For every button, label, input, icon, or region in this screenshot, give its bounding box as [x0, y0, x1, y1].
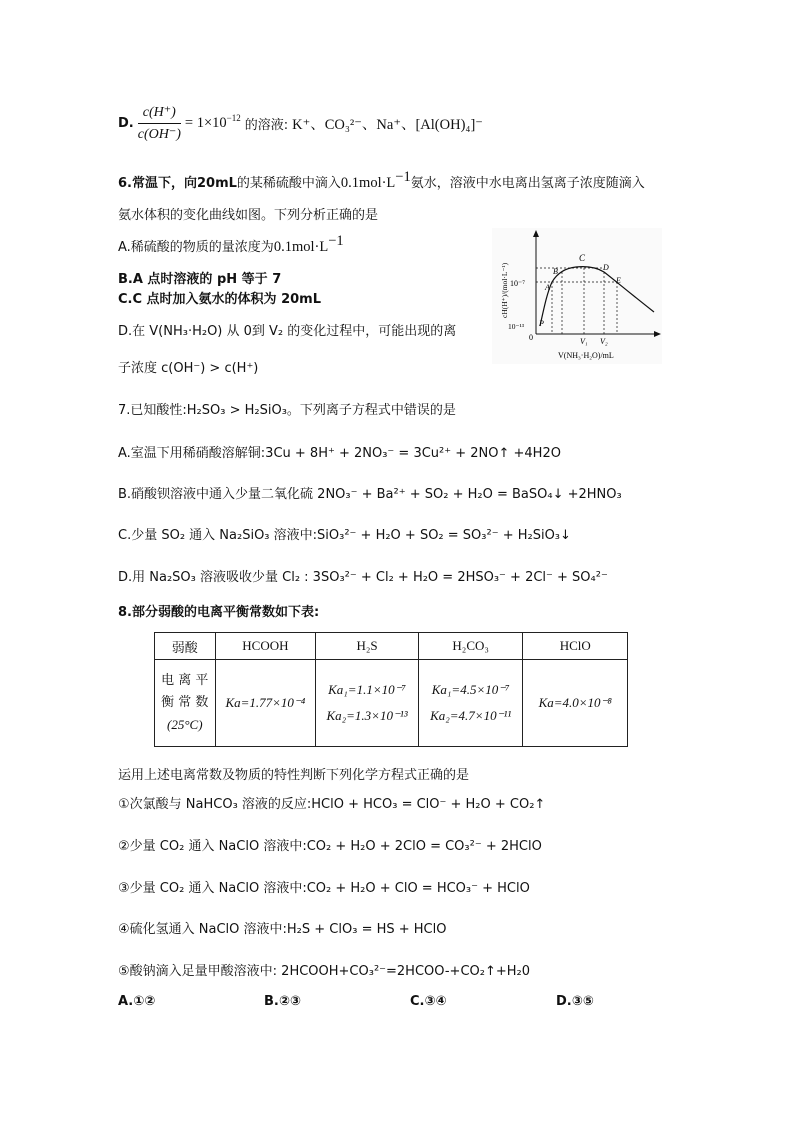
q6-stem-line1: 6.常温下，向20mL的某稀硫酸中滴入$0.1mol\cdot L^{-1}$氨水，溶液中水电离出氢离子浓度随滴入: [118, 169, 645, 191]
point-p: P: [539, 319, 544, 328]
q7-option-c: C.少量 SO₂ 通入 Na₂SiO₃ 溶液中:SiO₃²⁻ + H₂O + SO₂ = SO₃²⁻ + H₂SiO₃↓: [118, 528, 571, 543]
q6-option-d-line2: 子浓度 c(OH⁻) > c(H⁺): [118, 361, 259, 376]
tick-1e13: 10⁻¹³: [508, 322, 524, 331]
row-head-2: 衡 常 数: [161, 695, 209, 710]
hclo-ka-cell: Ka=4.0×10⁻⁸: [523, 660, 628, 747]
h2co3-ka2: Ka₂=4.7×10⁻¹¹: [430, 708, 512, 723]
q7-option-b: B.硝酸钡溶液中通入少量二氧化硫 2NO₃⁻ + Ba²⁺ + SO₂ + H₂O = BaSO₄↓ +2HNO₃: [118, 487, 622, 502]
q6-stem-e: 氨水，溶液中水电离出氢离子浓度随滴入: [410, 176, 645, 191]
h2s-ka1: Ka₁=1.1×10⁻⁷: [328, 682, 406, 697]
q6-stem-a: 6.常温下，向: [118, 176, 197, 191]
graph-background: [492, 228, 662, 364]
point-d: D: [603, 263, 609, 272]
choice-d: D.③⑤: [556, 994, 594, 1009]
ion-list: K⁺、CO₃²⁻、Na⁺、[Al(OH)₄]⁻: [292, 117, 483, 133]
table-header-row: [155, 633, 628, 660]
q8-item: ⑤酸钠滴入足量甲酸溶液中: 2HCOOH+CO₃²⁻=2HCOO-+CO₂↑+H₂0: [118, 964, 531, 979]
q8-item: ①次氯酸与 NaHCO₃ 溶液的反应:HClO + HCO₃ = ClO⁻ + H₂O + CO₂↑: [118, 797, 546, 812]
point-e: E: [616, 276, 621, 285]
eq-text: = 1×10: [184, 115, 227, 131]
hcooh-ka-cell: Ka=1.77×10⁻⁴: [215, 660, 316, 747]
q8-item: ③少量 CO₂ 通入 NaClO 溶液中:CO₂ + H₂O + ClO = HCO₃⁻ + HClO: [118, 881, 530, 896]
fraction-denominator: c(OH⁻): [137, 127, 181, 142]
q6-option-c: C.C 点时加入氨水的体积为 20mL: [118, 292, 321, 307]
q6-option-a-val: 0.1mol·L: [273, 239, 329, 255]
h2s-ka2: Ka₂=1.3×10⁻¹³: [326, 708, 408, 723]
point-c: C: [579, 253, 586, 263]
header-cell: H₂S: [316, 633, 419, 660]
q6-stem-b: 20mL: [196, 176, 237, 191]
header-cell: HClO: [523, 633, 628, 660]
point-a: A: [545, 283, 550, 292]
q8-item: ④硫化氢通入 NaClO 溶液中:H₂S + ClO₃ = HS + HClO: [118, 922, 447, 937]
q6-stem-d: 0.1mol·L: [340, 175, 396, 191]
q6-option-b: B.A 点时溶液的 pH 等于 7: [118, 272, 282, 287]
q8-stem: 8.部分弱酸的电离平衡常数如下表:: [118, 605, 320, 620]
q6-stem-line2: 氨水体积的变化曲线如图。下列分析正确的是: [118, 208, 379, 223]
option-d-prev: [118, 104, 483, 143]
row-head-1: 电 离 平: [161, 673, 209, 688]
option-label: D.: [118, 116, 134, 131]
q6-option-a-text: A.稀硫酸的物质的量浓度为: [118, 240, 274, 255]
header-cell: H₂CO₃: [418, 633, 523, 660]
choice-a: A.①②: [118, 994, 156, 1009]
tick-v2: V₂: [600, 337, 608, 346]
point-b: B: [553, 267, 558, 276]
titration-graph: [492, 228, 662, 364]
h2co3-ka-cell: [418, 660, 523, 747]
fraction: [138, 104, 181, 143]
option-text: 的溶液:: [244, 118, 289, 133]
origin-label: 0: [529, 333, 533, 342]
tick-1e7: 10⁻⁷: [510, 279, 526, 288]
choice-c: C.③④: [410, 994, 447, 1009]
x-axis-label: V(NH₃·H₂O)/mL: [558, 351, 614, 360]
h2s-ka-cell: [316, 660, 419, 747]
ionization-constant-table: [154, 632, 628, 747]
equals-value: [185, 115, 241, 131]
q6-option-a: A.稀硫酸的物质的量浓度为$0.1mol\cdot L^{-1}$: [118, 233, 344, 255]
q7-stem: 7.已知酸性:H₂SO₃ > H₂SiO₃。下列离子方程式中错误的是: [118, 403, 456, 418]
header-cell: 弱酸: [155, 633, 216, 660]
fraction-numerator: c(H⁺): [138, 104, 181, 124]
tick-v1: V₁: [580, 337, 588, 346]
header-cell: HCOOH: [215, 633, 316, 660]
q8-prompt: 运用上述电离常数及物质的特性判断下列化学方程式正确的是: [118, 768, 470, 783]
row-head-3: (25°C): [167, 717, 203, 732]
h2co3-ka1: Ka₁=4.5×10⁻⁷: [431, 682, 510, 697]
q7-option-d: D.用 Na₂SO₃ 溶液吸收少量 Cl₂ : 3SO₃²⁻ + Cl₂ + H₂O = 2HSO₃⁻ + 2Cl⁻ + SO₄²⁻: [118, 570, 608, 585]
row-header-cell: [155, 660, 216, 747]
q8-item: ②少量 CO₂ 通入 NaClO 溶液中:CO₂ + H₂O + 2ClO = CO₃²⁻ + 2HClO: [118, 839, 542, 854]
y-axis-label: cH(H⁺)/(mol·L⁻¹): [500, 262, 509, 318]
choice-b: B.②③: [264, 994, 301, 1009]
table-row: [155, 660, 628, 747]
q6-stem-c: 的某稀硫酸中滴入: [236, 176, 341, 191]
eq-exponent: −12: [226, 113, 241, 123]
q6-option-d-line1: D.在 V(NH₃·H₂O) 从 0到 V₂ 的变化过程中，可能出现的离: [118, 324, 457, 339]
q7-option-a: A.室温下用稀硝酸溶解铜:3Cu + 8H⁺ + 2NO₃⁻ = 3Cu²⁺ + 2NO↑ +4H2O: [118, 446, 561, 461]
